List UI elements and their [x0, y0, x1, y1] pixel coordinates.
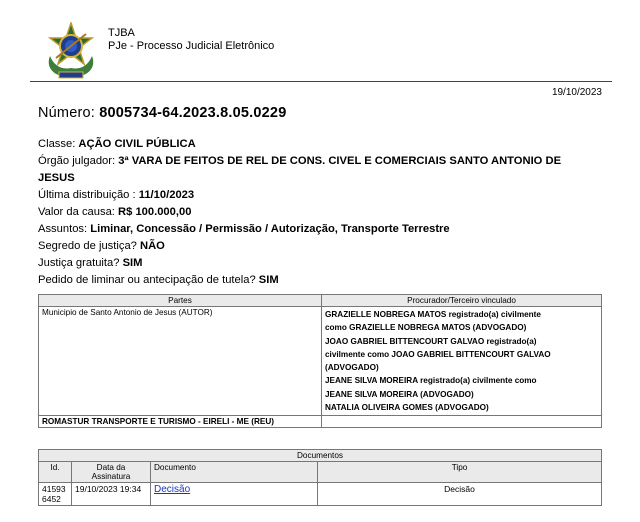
col-tipo: Tipo	[318, 462, 602, 483]
procuradores-cell	[322, 307, 602, 416]
partes-header: Partes	[39, 295, 322, 307]
header-divider	[30, 81, 612, 82]
table-row	[39, 307, 602, 416]
segredo-label: Segredo de justiça?	[38, 240, 137, 252]
procurador-line: como GRAZIELLE NOBREGA MATOS (ADVOGADO)	[325, 323, 527, 333]
documentos-table	[38, 449, 602, 506]
partes-table	[38, 294, 602, 428]
orgao-value: 3ª VARA DE FEITOS DE REL DE CONS. CIVEL E COMERCIAIS SANTO ANTONIO DE	[118, 155, 562, 167]
procurador-header: Procurador/Terceiro vinculado	[322, 295, 602, 307]
valor-value: R$ 100.000,00	[118, 206, 192, 218]
doc-id-part2: 6452	[42, 494, 61, 504]
col-id: Id.	[39, 462, 72, 483]
liminar-row	[38, 272, 279, 289]
distribuicao-label: Última distribuição :	[38, 189, 136, 201]
process-number-value: 8005734-64.2023.8.05.0229	[99, 105, 287, 121]
report-date: 19/10/2023	[551, 87, 602, 98]
procurador-line: JEANE SILVA MOREIRA (ADVOGADO)	[325, 389, 474, 399]
doc-id	[39, 483, 72, 506]
documentos-title: Documentos	[39, 450, 602, 462]
system-name: PJe - Processo Judicial Eletrônico	[108, 40, 275, 52]
gratuita-value: SIM	[122, 257, 143, 269]
doc-date: 19/10/2023 19:34	[72, 483, 151, 506]
col-documento: Documento	[151, 462, 318, 483]
col-data	[72, 462, 151, 483]
empty-cell	[322, 416, 602, 428]
col-data-line1: Data da	[96, 463, 126, 472]
gratuita-label: Justiça gratuita?	[38, 257, 120, 269]
liminar-label: Pedido de liminar ou antecipação de tutela?	[38, 274, 256, 286]
process-number	[38, 105, 286, 121]
col-data-line2: Assinatura	[91, 472, 131, 481]
doc-tipo: Decisão	[318, 483, 602, 506]
doc-cell	[151, 483, 318, 506]
assuntos-value: Liminar, Concessão / Permissão / Autorização, Transporte Terrestre	[90, 223, 450, 235]
table-row	[39, 416, 602, 428]
procurador-line: NATALIA OLIVEIRA GOMES (ADVOGADO)	[325, 403, 489, 413]
classe-label: Classe:	[38, 138, 76, 150]
process-number-label: Número:	[38, 105, 95, 121]
segredo-row	[38, 238, 165, 255]
court-name: TJBA	[108, 27, 135, 39]
parte-reu: ROMASTUR TRANSPORTE E TURISMO - EIRELI - ME (REU)	[39, 416, 322, 428]
procurador-line: JEANE SILVA MOREIRA registrado(a) civilmente como	[325, 376, 537, 386]
classe-row	[38, 136, 196, 153]
brasao-emblem	[44, 22, 98, 80]
table-row	[39, 483, 602, 506]
procurador-line: (ADVOGADO)	[325, 363, 379, 373]
valor-row	[38, 204, 191, 221]
assuntos-label: Assuntos:	[38, 223, 88, 235]
classe-value: AÇÃO CIVIL PÚBLICA	[78, 138, 196, 150]
assuntos-row	[38, 221, 450, 238]
liminar-value: SIM	[258, 274, 279, 286]
distribuicao-value: 11/10/2023	[138, 189, 195, 201]
doc-id-part1: 41593	[42, 484, 66, 494]
orgao-row	[38, 153, 608, 187]
parte-autor: Municipio de Santo Antonio de Jesus (AUTOR)	[39, 307, 322, 416]
procurador-line: GRAZIELLE NOBREGA MATOS registrado(a) civilmente	[325, 310, 541, 319]
gratuita-row	[38, 255, 142, 272]
decisao-link[interactable]: Decisão	[154, 484, 191, 495]
orgao-label: Órgão julgador:	[38, 155, 116, 167]
procurador-line: civilmente como JOAO GABRIEL BITTENCOURT GALVAO	[325, 349, 551, 359]
procurador-line: JOAO GABRIEL BITTENCOURT GALVAO registrado(a)	[325, 336, 537, 346]
segredo-value: NÃO	[140, 240, 165, 252]
valor-label: Valor da causa:	[38, 206, 115, 218]
orgao-value-cont: JESUS	[38, 172, 75, 184]
distribuicao-row	[38, 187, 194, 204]
